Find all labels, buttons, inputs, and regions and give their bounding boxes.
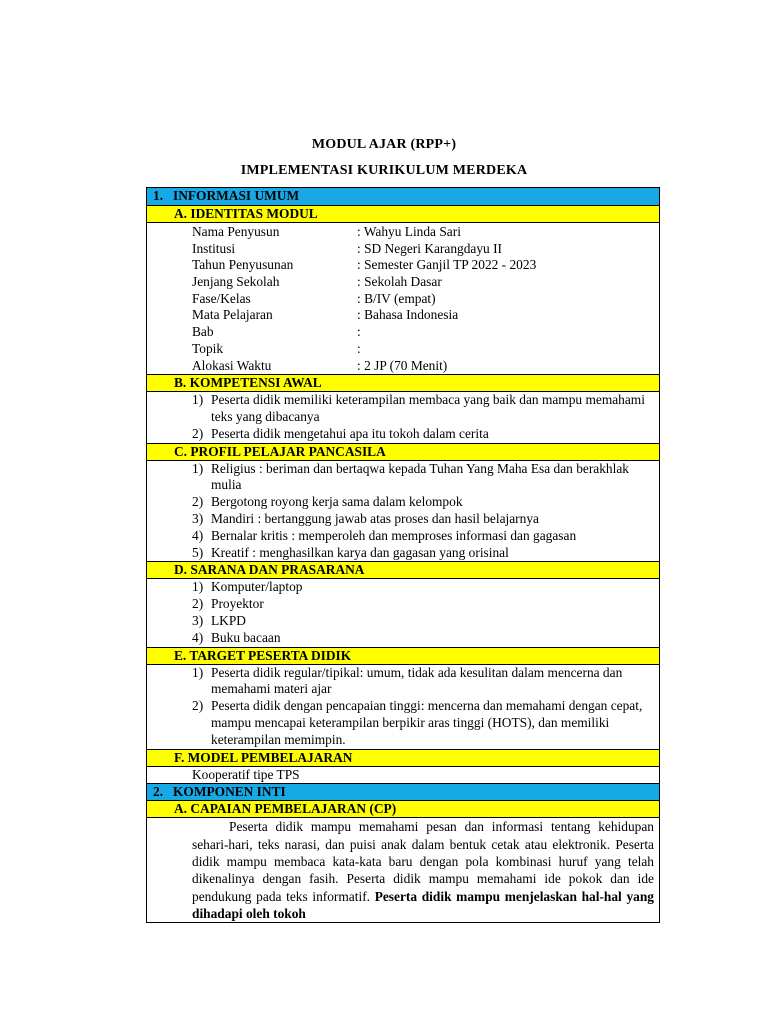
field-label: Bab — [192, 324, 214, 340]
list-text: Proyektor — [211, 596, 264, 612]
field-row — [192, 341, 653, 358]
list-text: Peserta didik dengan pencapaian tinggi: mencerna dan memahami dengan cepat, mampu mencapai keterampilan berpikir aras tinggi (HOTS), dan memiliki keterampilan memimpin. — [211, 698, 643, 747]
list-number: 2) — [192, 494, 204, 510]
field-label: Fase/Kelas — [192, 290, 251, 306]
field-value: : 2 JP (70 Menit) — [357, 357, 448, 373]
field-row — [192, 257, 653, 274]
document-title: MODUL AJAR (RPP+) — [311, 137, 457, 152]
identitas-modul-header: A. IDENTITAS MODUL — [147, 205, 659, 222]
list-number: 2) — [192, 425, 204, 441]
list-item — [192, 392, 651, 426]
list-number: 2) — [192, 596, 204, 612]
list-number: 2) — [192, 698, 204, 714]
field-value: : B/IV (empat) — [357, 290, 436, 306]
list-item — [192, 630, 651, 647]
field-label: Nama Penyusun — [192, 224, 280, 239]
list-text: Bergotong royong kerja sama dalam kelompok — [211, 494, 463, 510]
field-row — [192, 291, 653, 308]
section-number: 1. — [153, 188, 164, 203]
field-label: Jenjang Sekolah — [192, 274, 280, 290]
list-text: Kreatif : menghasilkan karya dan gagasan yang orisinal — [211, 544, 509, 560]
sarana-prasarana-list — [147, 578, 659, 646]
field-value: : — [357, 324, 361, 340]
cp-paragraph-bold: Peserta didik mampu menjelaskan hal-hal yang dihadapi oleh tokoh — [192, 888, 654, 921]
list-item — [192, 545, 651, 562]
list-number: 1) — [192, 664, 204, 680]
list-item — [192, 511, 651, 528]
list-text: Mandiri : bertanggung jawab atas proses dan hasil belajarnya — [211, 510, 539, 526]
list-item — [192, 596, 651, 613]
section-komponen-inti-header — [147, 783, 659, 800]
list-number: 1) — [192, 579, 204, 595]
list-text: Bernalar kritis : memperoleh dan memproses informasi dan gagasan — [211, 527, 577, 543]
kompetensi-awal-list — [147, 391, 659, 442]
section-number: 2. — [153, 784, 164, 800]
field-value: : Wahyu Linda Sari — [357, 224, 461, 239]
section-title: KOMPONEN INTI — [173, 784, 286, 800]
list-number: 3) — [192, 510, 204, 526]
list-number: 4) — [192, 527, 204, 543]
list-text: Buku bacaan — [211, 629, 281, 645]
list-text: Peserta didik mengetahui apa itu tokoh dalam cerita — [211, 425, 489, 441]
module-table — [146, 187, 660, 923]
profil-pancasila-header: C. PROFIL PELAJAR PANCASILA — [147, 443, 659, 460]
field-label: Alokasi Waktu — [192, 357, 272, 373]
cp-paragraph: Peserta didik mampu memahami pesan dan informasi tentang kehidupan sehari-hari, teks narasi, dan puisi anak dalam bentuk cetak atau elektronik. Peserta didik mampu membaca kata-kata baru dengan pola kombinasi huruf yang telah dikenalinya dengan fasih. Peserta didik mampu memahami ide pokok dan ide pendukung pada teks informatif. — [192, 819, 654, 904]
list-item — [192, 461, 651, 495]
section-informasi-umum-header — [147, 188, 659, 205]
list-item — [192, 528, 651, 545]
list-number: 1) — [192, 392, 204, 408]
kompetensi-awal-header: B. KOMPETENSI AWAL — [147, 374, 659, 391]
list-number: 5) — [192, 544, 204, 560]
model-pembelajaran-value: Kooperatif tipe TPS — [147, 766, 659, 784]
list-text: Peserta didik memiliki keterampilan membaca yang baik dan mampu memahami teks yang dibacanya — [211, 392, 645, 424]
list-number: 3) — [192, 612, 204, 628]
field-label: Topik — [192, 340, 224, 356]
target-peserta-list — [147, 664, 659, 749]
field-row — [192, 307, 653, 324]
field-label: Institusi — [192, 240, 236, 256]
list-item — [192, 665, 651, 699]
list-item — [192, 579, 651, 596]
list-item — [192, 426, 651, 443]
target-peserta-header: E. TARGET PESERTA DIDIK — [147, 647, 659, 664]
field-row — [192, 274, 653, 291]
capaian-pembelajaran-body — [147, 817, 659, 922]
list-item — [192, 613, 651, 630]
field-row — [192, 241, 653, 258]
list-item — [192, 698, 651, 748]
profil-pancasila-list — [147, 460, 659, 562]
field-label: Tahun Penyusunan — [192, 257, 294, 273]
document-subtitle: IMPLEMENTASI KURIKULUM MERDEKA — [240, 163, 528, 178]
list-number: 4) — [192, 629, 204, 645]
list-item — [192, 494, 651, 511]
field-value: : Semester Ganjil TP 2022 - 2023 — [357, 257, 537, 273]
field-row — [192, 358, 653, 375]
model-pembelajaran-header: F. MODEL PEMBELAJARAN — [147, 749, 659, 766]
capaian-pembelajaran-header: A. CAPAIAN PEMBELAJARAN (CP) — [147, 800, 659, 817]
section-title: INFORMASI UMUM — [173, 188, 300, 203]
sarana-prasarana-header: D. SARANA DAN PRASARANA — [147, 561, 659, 578]
list-text: Komputer/laptop — [211, 579, 303, 595]
field-value: : Sekolah Dasar — [357, 274, 442, 290]
field-row — [192, 224, 653, 241]
field-row — [192, 324, 653, 341]
list-text: Peserta didik regular/tipikal: umum, tidak ada kesulitan dalam mencerna dan memahami materi ajar — [211, 664, 623, 697]
list-text: Religius : beriman dan bertaqwa kepada Tuhan Yang Maha Esa dan berakhlak mulia — [211, 460, 629, 493]
identitas-modul-body — [147, 222, 659, 374]
field-value: : SD Negeri Karangdayu II — [357, 240, 503, 256]
field-value: : — [357, 340, 361, 356]
field-label: Mata Pelajaran — [192, 307, 273, 323]
list-text: LKPD — [211, 612, 246, 628]
field-value: : Bahasa Indonesia — [357, 307, 459, 323]
list-number: 1) — [192, 460, 204, 476]
